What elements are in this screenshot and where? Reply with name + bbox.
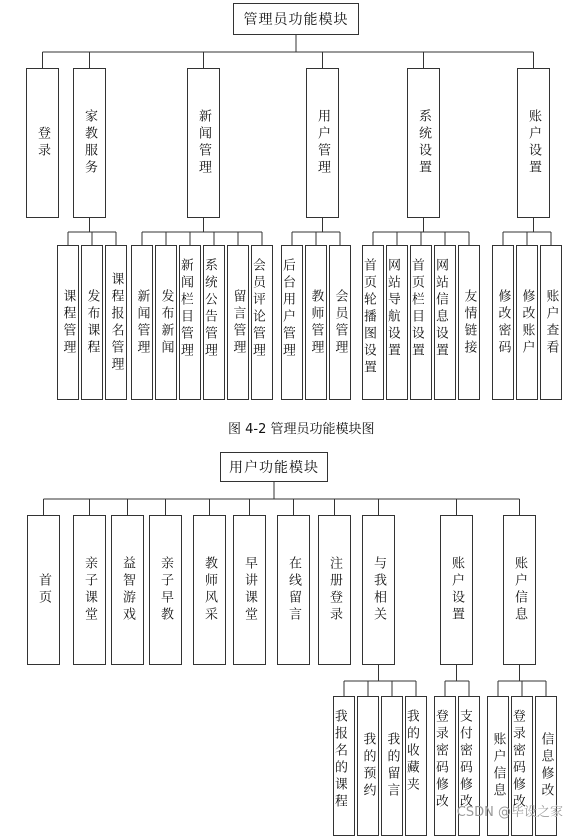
admin-sub-column-setting [410, 245, 432, 400]
user-module-puzzle-game [111, 515, 144, 665]
admin-sub-system-notice [203, 245, 225, 400]
admin-module-news-label: 新闻管理 [196, 109, 211, 177]
admin-sub-teacher-manage [305, 245, 327, 400]
admin-sub-nav-setting-label: 网站导航设置 [385, 258, 400, 360]
user-sub-my-messages [381, 696, 403, 836]
admin-sub-publish-news [155, 245, 177, 400]
csdn-watermark: CSDN @毕设之家 [456, 805, 563, 820]
admin-sub-friend-links [458, 245, 480, 400]
figure-caption: 图 4-2 管理员功能模块图 [228, 422, 375, 437]
user-module-home-label: 首页 [36, 573, 51, 607]
admin-module-account [517, 68, 550, 218]
admin-sub-nav-setting [386, 245, 408, 400]
admin-sub-change-password [492, 245, 514, 400]
admin-sub-course-signup-label: 课程报名管理 [108, 271, 124, 374]
user-sub-my-courses [333, 696, 355, 836]
admin-sub-course-manage [57, 245, 79, 400]
admin-sub-member-manage [329, 245, 351, 400]
user-module-register-login-label: 注册登录 [327, 556, 342, 624]
user-root-box [220, 452, 328, 482]
admin-sub-course-signup [105, 245, 127, 400]
admin-sub-view-account [540, 245, 562, 400]
admin-sub-site-info-setting [434, 245, 456, 400]
admin-sub-view-account-label: 账户查看 [543, 288, 559, 357]
admin-module-tutoring [73, 68, 106, 218]
user-module-account-info [503, 515, 536, 665]
user-sub-my-bookings [357, 696, 379, 836]
admin-sub-banner-setting-label: 首页轮播图设置 [361, 258, 376, 377]
user-sub-info-login-password-label: 登录密码修改 [510, 709, 525, 811]
user-sub-login-password [434, 696, 456, 836]
admin-sub-message-manage-label: 留言管理 [230, 288, 246, 357]
admin-sub-member-comment-label: 会员评论管理 [250, 258, 265, 360]
user-module-account-settings [440, 515, 473, 665]
admin-sub-member-comment [251, 245, 273, 400]
user-root-title: 用户功能模块 [229, 460, 319, 476]
admin-module-users-label: 用户管理 [315, 109, 330, 177]
admin-sub-change-account [516, 245, 538, 400]
admin-sub-friend-links-label: 友情链接 [461, 288, 477, 357]
admin-module-login [26, 68, 59, 218]
user-module-parent-class [73, 515, 106, 665]
admin-sub-publish-news-label: 发布新闻 [158, 288, 174, 357]
user-sub-my-favorites [405, 696, 427, 836]
user-sub-pay-password-label: 支付密码修改 [457, 709, 472, 811]
admin-sub-change-account-label: 修改账户 [519, 288, 535, 357]
user-module-teacher-style [193, 515, 226, 665]
user-module-teacher-style-label: 教师风采 [202, 556, 217, 624]
user-module-early-edu-label: 亲子早教 [158, 556, 173, 624]
admin-module-system [407, 68, 440, 218]
user-module-online-message-label: 在线留言 [286, 556, 301, 624]
user-module-early-edu [149, 515, 182, 665]
user-sub-my-messages-label: 我的留言 [384, 732, 400, 800]
admin-sub-change-password-label: 修改密码 [495, 288, 511, 357]
user-sub-my-courses-label: 我报名的课程 [332, 709, 347, 811]
admin-sub-course-manage-label: 课程管理 [60, 288, 76, 357]
user-sub-account-info-label: 账户信息 [490, 732, 506, 800]
user-module-puzzle-game-label: 益智游戏 [120, 556, 135, 624]
admin-sub-teacher-manage-label: 教师管理 [308, 288, 324, 357]
admin-module-news [187, 68, 220, 218]
admin-module-login-label: 登录 [35, 126, 50, 160]
admin-sub-news-column [179, 245, 201, 400]
admin-sub-news-column-label: 新闻栏目管理 [178, 258, 193, 360]
user-module-account-info-label: 账户信息 [512, 556, 527, 624]
admin-sub-publish-course [81, 245, 103, 400]
user-sub-my-favorites-label: 我的收藏夹 [404, 709, 419, 794]
user-module-account-settings-label: 账户设置 [449, 556, 464, 624]
user-module-related-label: 与我相关 [371, 556, 386, 624]
user-sub-my-bookings-label: 我的预约 [360, 732, 376, 800]
admin-sub-news-manage [131, 245, 153, 400]
user-module-related [362, 515, 395, 665]
user-module-home [27, 515, 60, 665]
user-sub-login-password-label: 登录密码修改 [433, 709, 448, 811]
user-module-parent-class-label: 亲子课堂 [82, 556, 97, 624]
admin-module-account-label: 账户设置 [526, 109, 541, 177]
user-module-morning-class [233, 515, 266, 665]
admin-module-system-label: 系统设置 [416, 109, 431, 177]
admin-sub-backend-user-label: 后台用户管理 [280, 258, 295, 360]
user-module-morning-class-label: 早讲课堂 [242, 556, 257, 624]
admin-root-box [233, 3, 359, 35]
admin-sub-column-setting-label: 首页栏目设置 [409, 258, 424, 360]
admin-root-title: 管理员功能模块 [243, 12, 349, 28]
admin-sub-publish-course-label: 发布课程 [84, 288, 100, 357]
admin-module-users [306, 68, 339, 218]
user-sub-info-edit-label: 信息修改 [538, 732, 554, 800]
admin-sub-member-manage-label: 会员管理 [332, 288, 348, 357]
admin-sub-banner-setting [362, 245, 384, 400]
admin-sub-system-notice-label: 系统公告管理 [202, 258, 217, 360]
admin-sub-news-manage-label: 新闻管理 [134, 288, 150, 357]
user-module-online-message [277, 515, 310, 665]
admin-sub-backend-user [281, 245, 303, 400]
admin-sub-site-info-setting-label: 网站信息设置 [433, 258, 448, 360]
admin-sub-message-manage [227, 245, 249, 400]
user-module-register-login [318, 515, 351, 665]
admin-module-tutoring-label: 家教服务 [82, 109, 97, 177]
